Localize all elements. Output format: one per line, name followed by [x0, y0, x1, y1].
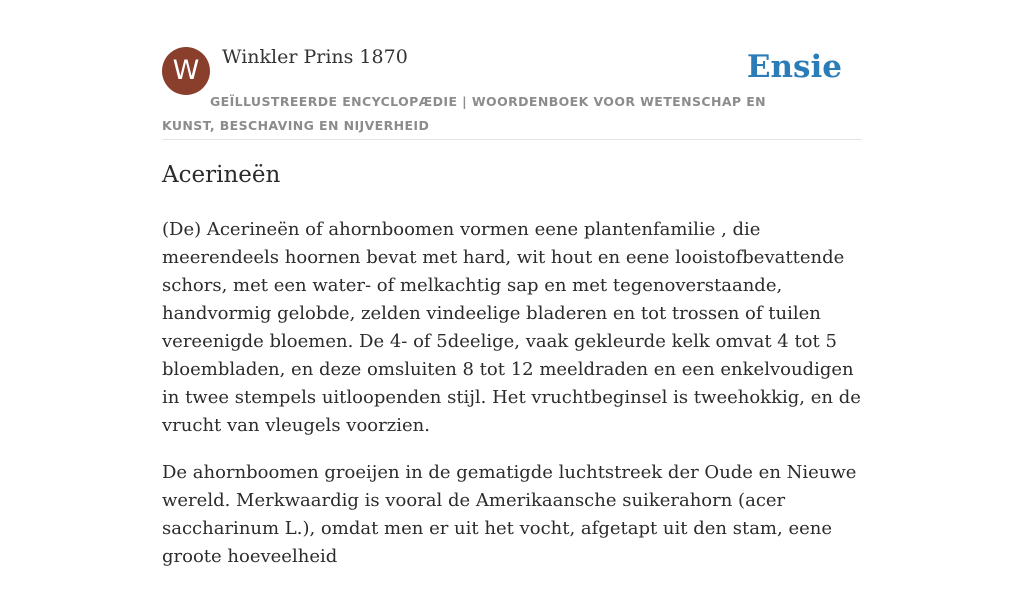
article-paragraph: (De) Acerineën of ahornboomen vormen eene plantenfamilie , die meerendeels hoornen bevat met hard, wit hout en eene looistofbevattende schors, met een water- of melkachtig sap en met tegenoverstaande, handvormig gelobde, zelden vindeelige bladeren en tot trossen of tuilen vereenigde bloemen. De 4- of 5deelige, vaak gekleurde kelk omvat 4 tot 5 bloembladen, en deze omsluiten 8 tot 12 meeldraden en een enkelvoudigen in twee stempels uitloopenden stijl. Het vruchtbeginsel is tweehokkig, en de vrucht van vleugels voorzien. [162, 219, 861, 436]
source-subtitle: GEÏLLUSTREERDE ENCYCLOPÆDIE | WOORDENBOEK VOOR WETENSCHAP EN KUNST, BESCHAVING EN NIJVERHEID [162, 94, 767, 133]
source-avatar[interactable]: W [162, 47, 210, 95]
article-title: Acerineën [162, 162, 281, 188]
source-header [162, 0, 862, 140]
article-paragraph: De ahornboomen groeijen in de gematigde luchtstreek der Oude en Nieuwe wereld. Merkwaardig is vooral de Amerikaansche suikerahorn (acer saccharinum L.), omdat men er uit het vocht, afgetapt uit den stam, eene groote hoeveelheid [162, 462, 857, 567]
ensie-logo-link[interactable]: Ensie [746, 49, 842, 85]
article-body [162, 216, 862, 590]
source-title[interactable]: Winkler Prins 1870 [222, 46, 408, 68]
page [162, 0, 862, 567]
